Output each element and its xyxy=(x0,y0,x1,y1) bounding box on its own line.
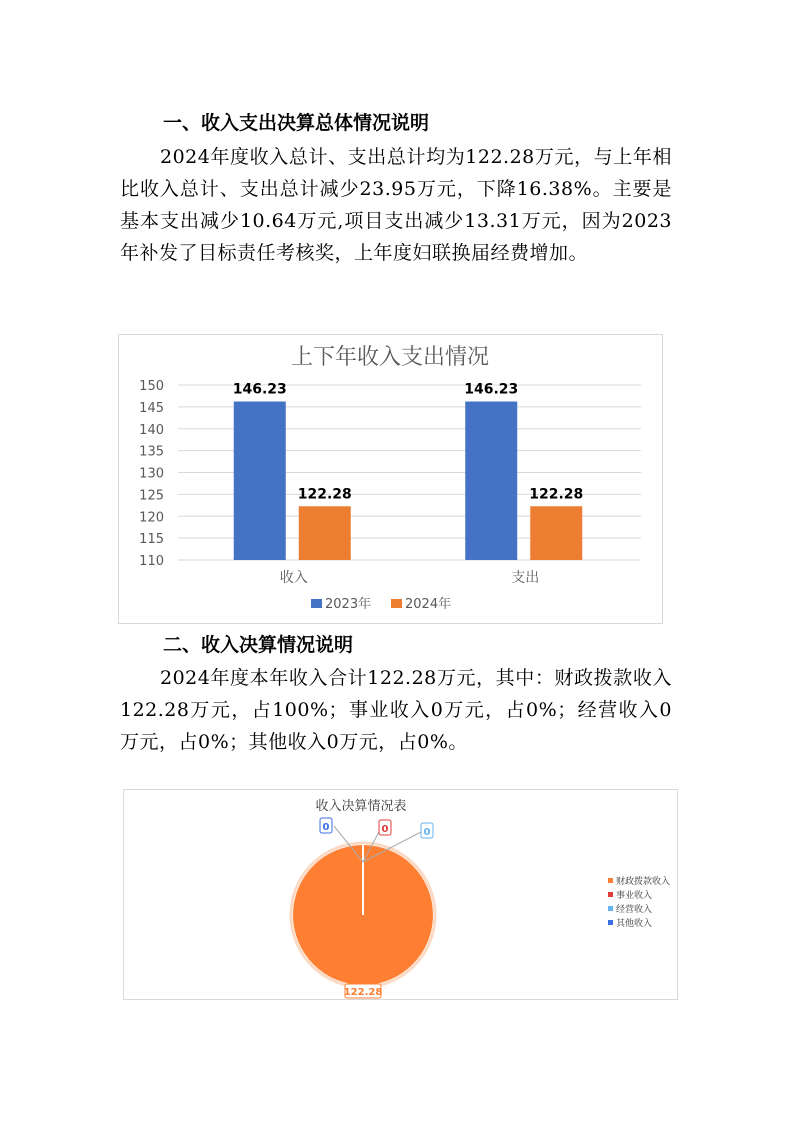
legend-label: 事业收入 xyxy=(616,891,653,901)
legend-swatch xyxy=(608,920,613,925)
data-label: 122.28 xyxy=(343,987,383,998)
y-tick-label: 125 xyxy=(139,488,164,504)
legend-label: 经营收入 xyxy=(616,905,653,915)
legend-label: 2024年 xyxy=(405,597,452,612)
chart-title: 收入决算情况表 xyxy=(315,799,407,814)
legend-swatch xyxy=(608,878,613,883)
legend-swatch xyxy=(608,906,613,911)
section-paragraph-2: 2024年度本年收入合计122.28万元，其中：财政拨款收入122.28万元，占100%；事业收入0万元，占0%；经营收入0万元，占0%；其他收入0万元，占0%。 xyxy=(120,667,672,753)
y-tick-label: 150 xyxy=(139,379,164,394)
x-tick-label: 收入 xyxy=(279,570,308,586)
y-tick-label: 145 xyxy=(139,400,164,416)
section-heading-1: 一、收入支出决算总体情况说明 xyxy=(163,112,430,134)
bar-chart xyxy=(118,334,663,624)
data-label: 122.28 xyxy=(529,486,584,503)
pie-chart xyxy=(123,789,678,1000)
x-tick-label: 支出 xyxy=(511,570,540,586)
chart-title: 上下年收入支出情况 xyxy=(290,345,490,370)
pie-chart-svg xyxy=(124,790,677,999)
section-paragraph-1: 2024年度收入总计、支出总计均为122.28万元，与上年相比收入总计、支出总计减少23.95万元，下降16.38%。主要是基本支出减少10.64万元,项目支出减少13.31万元，因为2023年补发了目标责任考核奖，上年度妇联换届经费增加。 xyxy=(120,146,672,264)
legend-swatch xyxy=(311,599,322,608)
data-label: 146.23 xyxy=(232,381,287,398)
y-tick-label: 135 xyxy=(139,444,164,460)
bar-2023年 xyxy=(234,401,286,560)
bar-2023年 xyxy=(465,401,517,560)
legend-label: 其他收入 xyxy=(616,919,653,929)
y-tick-label: 140 xyxy=(139,422,164,438)
y-tick-label: 130 xyxy=(139,466,164,482)
bar-chart-svg xyxy=(119,335,662,623)
data-label: 0 xyxy=(423,827,431,838)
legend-swatch xyxy=(391,599,402,608)
y-tick-label: 110 xyxy=(139,554,164,569)
data-label: 0 xyxy=(322,822,330,833)
bar-2024年 xyxy=(299,506,351,560)
y-tick-label: 115 xyxy=(139,532,164,548)
y-tick-label: 120 xyxy=(139,510,164,526)
legend-swatch xyxy=(608,892,613,897)
legend-label: 2023年 xyxy=(325,597,372,612)
data-label: 122.28 xyxy=(297,486,352,503)
data-label: 0 xyxy=(381,824,389,835)
bar-2024年 xyxy=(530,506,582,560)
data-label: 146.23 xyxy=(464,381,519,398)
legend-label: 财政拨款收入 xyxy=(616,877,671,887)
section-heading-2: 二、收入决算情况说明 xyxy=(163,634,354,656)
